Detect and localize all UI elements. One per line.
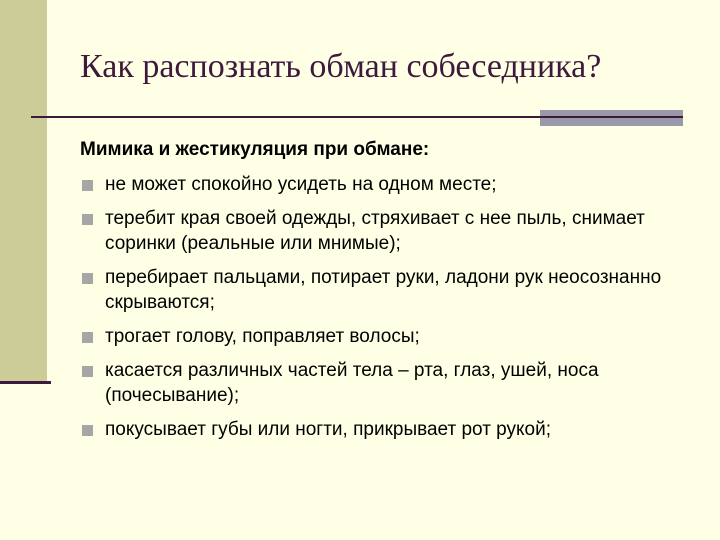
slide-body (80, 138, 690, 451)
square-bullet-icon (82, 180, 93, 191)
slide-title: Как распознать обман собеседника? (80, 48, 602, 85)
title-divider-accent (540, 110, 683, 126)
bullet-text: не может спокойно усидеть на одном месте; (105, 174, 497, 195)
bullet-text: теребит края своей одежды, стряхивает с нее пыль, снимает соринки (реальные или мнимые); (105, 208, 645, 254)
bullet-item (80, 265, 690, 315)
bullet-text: покусывает губы или ногти, прикрывает рот рукой; (105, 419, 552, 440)
square-bullet-icon (82, 214, 93, 225)
square-bullet-icon (82, 425, 93, 436)
square-bullet-icon (82, 273, 93, 284)
left-decorative-bar (0, 0, 47, 383)
title-divider-line-end (536, 116, 683, 118)
bullet-text: перебирает пальцами, потирает руки, ладони рук неосознанно скрываются; (105, 267, 662, 313)
bullet-item (80, 206, 690, 256)
left-decorative-line (0, 381, 51, 384)
square-bullet-icon (82, 366, 93, 377)
bullet-item (80, 172, 690, 197)
square-bullet-icon (82, 332, 93, 343)
title-divider-line (31, 116, 536, 118)
bullet-item (80, 324, 690, 349)
bullet-item (80, 358, 690, 408)
bullet-item (80, 417, 690, 442)
subheading: Мимика и жестикуляция при обмане: (80, 139, 430, 160)
bullet-text: трогает голову, поправляет волосы; (105, 326, 420, 347)
bullet-list (80, 172, 690, 442)
bullet-text: касается различных частей тела – рта, глаз, ушей, носа (почесывание); (105, 360, 599, 406)
